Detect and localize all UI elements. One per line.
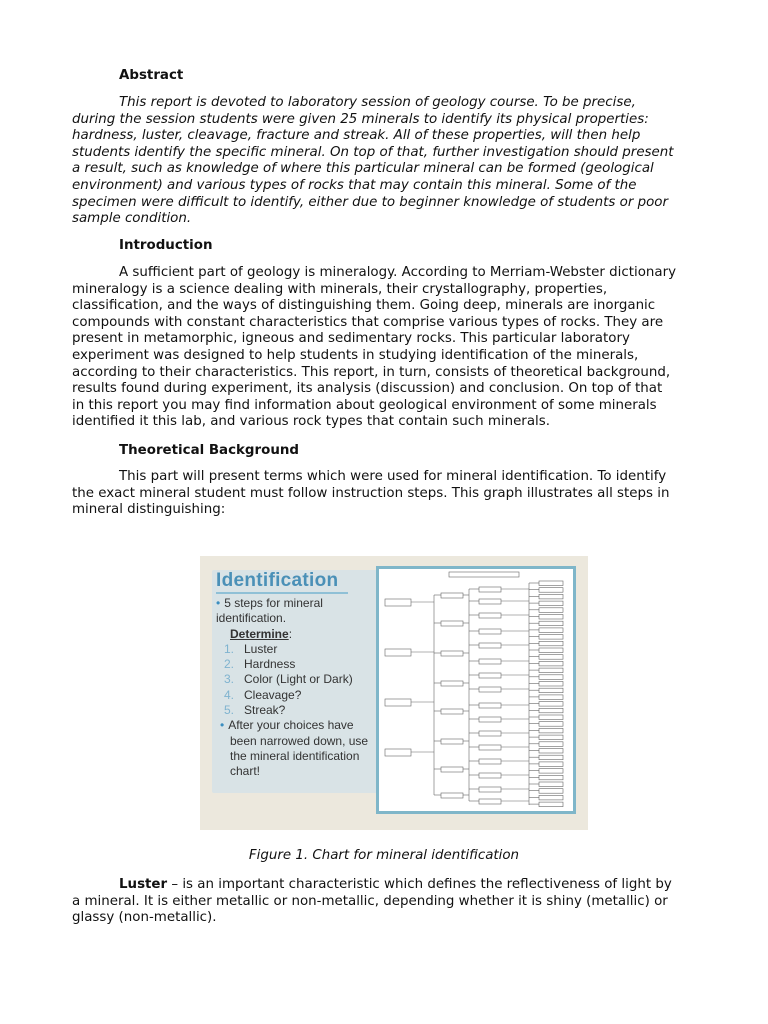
text-line: a mineral. It is either metallic or non-metallic, depending whether it is shiny (metallic) or — [72, 893, 668, 909]
step-item: 5. Streak? — [224, 703, 286, 718]
step-item: 4. Cleavage? — [224, 687, 302, 702]
flowchart-box — [449, 572, 519, 577]
flowchart-box — [539, 755, 563, 760]
flowchart-box — [539, 715, 563, 720]
text-line: results found during experiment, its analysis (discussion) and conclusion. On top of that — [72, 381, 663, 397]
flowchart-box — [441, 681, 463, 686]
flowchart-panel — [376, 566, 576, 814]
flowchart-box — [539, 695, 563, 700]
flowchart-box — [479, 759, 501, 764]
text-line: compounds with constant characteristics that comprise various types of rocks. They are — [72, 314, 664, 330]
flowchart-box — [479, 731, 501, 736]
step-item: 2. Hardness — [224, 657, 296, 672]
flowchart-box — [539, 608, 563, 613]
text-line: glassy (non-metallic). — [72, 910, 217, 926]
flowchart-box — [539, 675, 563, 680]
flowchart-box — [539, 789, 563, 794]
flowchart-box — [479, 673, 501, 678]
bullet-icon: • — [220, 718, 225, 733]
flowchart-box — [441, 621, 463, 626]
flowchart-box — [441, 739, 463, 744]
flowchart-box — [539, 802, 563, 807]
flowchart-box — [539, 628, 563, 633]
flowchart-box — [441, 767, 463, 772]
flowchart-box — [539, 702, 563, 707]
text-line: during the session students were given 25 minerals to identify its physical properties: — [72, 111, 649, 127]
text-line: sample condition. — [72, 211, 192, 227]
flowchart-box — [539, 594, 563, 599]
flowchart-box — [539, 735, 563, 740]
flowchart-box — [539, 708, 563, 713]
flowchart-box — [539, 782, 563, 787]
flowchart-box — [479, 717, 501, 722]
text-line: in this report you may find information about geological environment of some minerals — [72, 397, 657, 413]
slide-determine: Determine: — [230, 626, 293, 641]
text-line: present in metamorphic, igneous and sedimentary rocks. This particular laboratory — [72, 331, 630, 347]
flowchart-box — [479, 745, 501, 750]
flowchart-box — [539, 795, 563, 800]
text-line: classification, and the ways of distinguishing them. Going deep, minerals are inorganic — [72, 298, 656, 314]
flowchart-box — [539, 749, 563, 754]
text-line: specimen were difficult to identify, either due to beginner knowledge of students or poor — [72, 194, 669, 210]
flowchart-box — [539, 588, 563, 593]
flowchart-box — [539, 581, 563, 586]
abstract-paragraph — [72, 95, 712, 228]
flowchart-box — [479, 659, 501, 664]
slide-steps-list — [216, 596, 376, 780]
flowchart-box — [479, 599, 501, 604]
flowchart-diagram — [379, 569, 573, 811]
flowchart-box — [479, 799, 501, 804]
flowchart-box — [385, 599, 411, 606]
flowchart-box — [441, 651, 463, 656]
text-line: mineral distinguishing: — [72, 502, 226, 518]
flowchart-box — [441, 709, 463, 714]
text-line: students identify the specific mineral. On top of that, further investigation should present — [72, 144, 674, 160]
text-line: according to their characteristics. This report, in turn, consists of theoretical background, — [72, 364, 671, 380]
flowchart-box — [385, 699, 411, 706]
text-line: This report is devoted to laboratory session of geology course. To be precise, — [119, 95, 636, 110]
flowchart-box — [479, 703, 501, 708]
flowchart-box — [539, 621, 563, 626]
flowchart-box — [479, 687, 501, 692]
text-line: This part will present terms which were used for mineral identification. To identify — [119, 469, 667, 484]
figure-caption: Figure 1. Chart for mineral identification — [248, 848, 520, 863]
flowchart-box — [539, 762, 563, 767]
text-line: A sufficient part of geology is mineralogy. According to Merriam-Webster dictionary — [119, 265, 677, 280]
text-line: Luster – is an important characteristic which defines the reflectiveness of light by — [119, 877, 672, 892]
flowchart-box — [539, 728, 563, 733]
luster-paragraph — [72, 877, 712, 927]
flowchart-box — [539, 648, 563, 653]
bullet-icon: • — [216, 596, 221, 610]
flowchart-box — [441, 593, 463, 598]
text-line: environment) and various types of rocks that may contain this mineral. Some of the — [72, 177, 637, 193]
introduction-paragraph — [72, 265, 712, 431]
flowchart-box — [539, 655, 563, 660]
slide-panel — [212, 570, 377, 793]
flowchart-box — [539, 635, 563, 640]
flowchart-box — [441, 793, 463, 798]
text-line: experiment was designed to help students in studying identification of the minerals, — [72, 347, 639, 363]
theory-paragraph — [72, 469, 712, 519]
text-line: identified it this lab, and various rock types that contain such minerals. — [72, 414, 550, 430]
mineral-identification-figure — [200, 556, 588, 830]
flowchart-box — [539, 615, 563, 620]
luster-term: Luster — [119, 877, 168, 892]
text-line: hardness, luster, cleavage, fracture and streak. All of these properties, will then help — [72, 128, 641, 144]
flowchart-box — [479, 643, 501, 648]
text-line: the exact mineral student must follow instruction steps. This graph illustrates all steps in — [72, 485, 670, 501]
flowchart-box — [539, 682, 563, 687]
text-line: mineralogy is a science dealing with minerals, their crystallography, properties, — [72, 281, 608, 297]
flowchart-box — [479, 587, 501, 592]
slide-after: • After your choices have been narrowed down, use the mineral identification chart! — [220, 718, 369, 779]
flowchart-box — [385, 649, 411, 656]
text-line: a result, such as knowledge of where this particular mineral can be formed (geological — [72, 161, 654, 177]
flowchart-box — [539, 688, 563, 693]
flowchart-box — [479, 787, 501, 792]
flowchart-box — [539, 722, 563, 727]
flowchart-box — [539, 641, 563, 646]
flowchart-box — [479, 773, 501, 778]
flowchart-box — [479, 629, 501, 634]
flowchart-box — [539, 668, 563, 673]
flowchart-box — [539, 742, 563, 747]
introduction-heading: Introduction — [119, 238, 213, 253]
slide-intro: • 5 steps for mineral identification. — [216, 596, 323, 626]
flowchart-box — [539, 661, 563, 666]
flowchart-box — [479, 613, 501, 618]
flowchart-box — [385, 749, 411, 756]
step-item: 3. Color (Light or Dark) — [224, 672, 353, 687]
flowchart-box — [539, 775, 563, 780]
flowchart-box — [539, 769, 563, 774]
abstract-heading: Abstract — [119, 68, 184, 83]
slide-title: Identification — [216, 570, 339, 591]
step-item: 1. Luster — [224, 641, 278, 656]
theory-heading: Theoretical Background — [119, 443, 299, 458]
flowchart-box — [539, 601, 563, 606]
